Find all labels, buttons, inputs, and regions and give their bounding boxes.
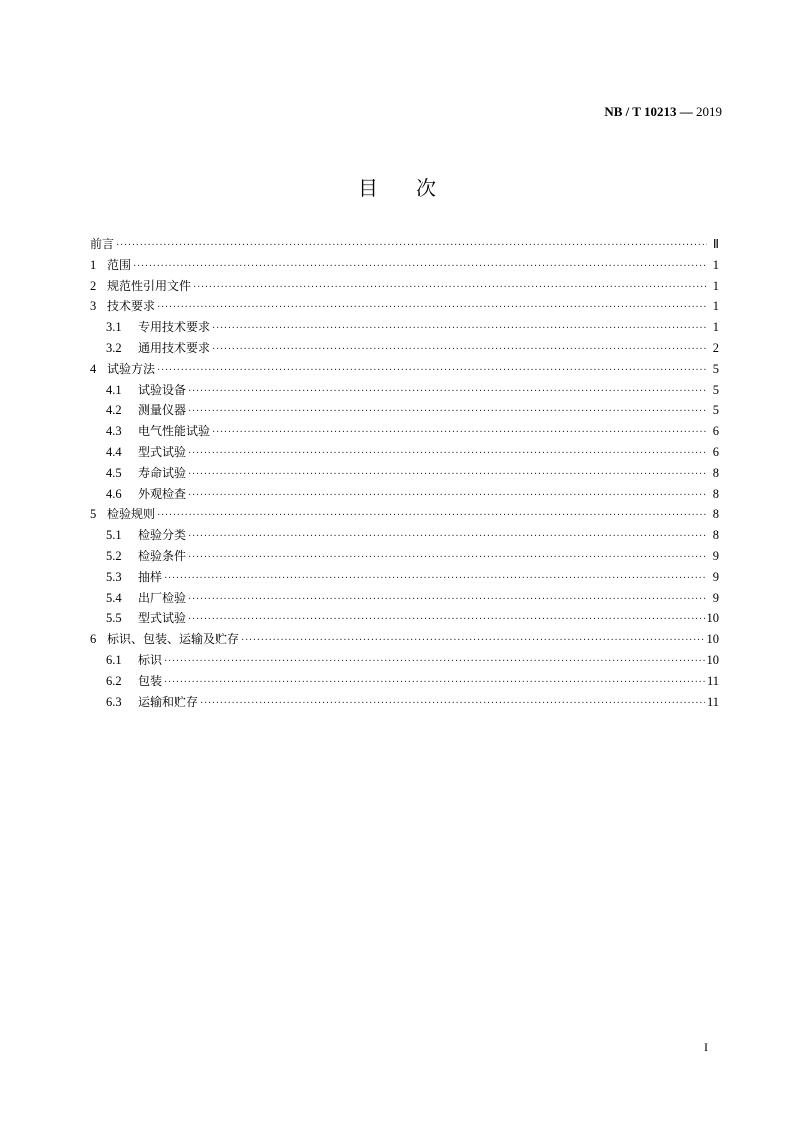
toc-entry[interactable] [90,567,719,588]
toc-entry-number: 5 [90,507,97,522]
toc-entry[interactable] [90,421,719,442]
toc-entry-label: 标识、包装、运输及贮存 [107,632,240,647]
toc-leader-dots [164,673,705,694]
toc-entry-number: 6.1 [106,652,122,667]
toc-entry-page: 6 [712,424,719,439]
table-of-contents [90,234,719,712]
toc-leader-dots [188,382,707,403]
toc-entry-label: 包装 [138,673,163,688]
toc-leader-dots [188,465,707,486]
toc-entry[interactable] [90,234,719,255]
toc-leader-dots [164,569,707,590]
toc-entry-label: 抽样 [138,569,163,584]
toc-entry-page: 10 [706,611,719,626]
toc-entry-label: 检验条件 [138,548,187,563]
toc-entry[interactable] [90,608,719,629]
toc-entry-number: 5.1 [106,528,122,543]
toc-entry-page: 9 [712,590,719,605]
toc-entry-label: 运输和贮存 [138,694,199,709]
toc-entry[interactable] [90,629,719,650]
toc-entry-number: 4 [90,361,97,376]
page-title: 目次 [358,176,474,200]
toc-entry-label: 前言 [90,237,115,251]
toc-entry-label: 检验规则 [107,507,156,522]
standard-dash: — [676,104,696,119]
toc-entry-page: 5 [712,382,719,397]
toc-entry-label: 型式试验 [138,444,187,459]
toc-entry-label: 检验分类 [138,528,187,543]
toc-entry-number: 4.3 [106,424,122,439]
toc-leader-dots [188,590,707,611]
toc-entry-number: 4.4 [106,444,122,459]
toc-leader-dots [188,527,707,548]
standard-code: NB / T 10213 [604,104,677,119]
toc-leader-dots [157,361,707,382]
toc-entry[interactable] [90,484,719,505]
toc-entry-page: 8 [712,465,719,480]
toc-entry-label: 出厂检验 [138,590,187,605]
toc-entry-number: 6 [90,632,97,647]
toc-leader-dots [188,486,707,507]
toc-leader-dots [212,423,707,444]
toc-entry[interactable] [90,525,719,546]
toc-entry-number: 3.2 [106,340,122,355]
toc-entry-label: 试验设备 [138,382,187,397]
toc-leader-dots [212,340,707,361]
toc-entry[interactable] [90,338,719,359]
standard-number [604,104,722,120]
toc-entry-label: 通用技术要求 [138,340,211,355]
toc-entry-page: 1 [712,320,719,335]
toc-entry[interactable] [90,380,719,401]
toc-leader-dots [157,298,707,319]
toc-entry-page: 9 [712,548,719,563]
toc-entry[interactable] [90,276,719,297]
toc-entry-label: 技术要求 [107,299,156,314]
toc-entry-label: 电气性能试验 [138,424,211,439]
toc-leader-dots [188,610,704,631]
toc-entry-page: 1 [712,257,719,272]
toc-entry-number: 3.1 [106,320,122,335]
toc-entry[interactable] [90,504,719,525]
toc-entry-label: 型式试验 [138,611,187,626]
toc-entry-number: 3 [90,299,97,314]
toc-entry-page: 8 [712,528,719,543]
toc-entry-page: 2 [712,340,719,355]
toc-leader-dots [193,278,707,299]
toc-entry-number: 6.2 [106,673,122,688]
toc-entry-page: 8 [712,486,719,501]
toc-entry-page: 9 [712,569,719,584]
toc-entry[interactable] [90,317,719,338]
toc-entry[interactable] [90,442,719,463]
toc-entry-page: 11 [706,694,719,709]
toc-entry[interactable] [90,255,719,276]
toc-entry-label: 标识 [138,652,163,667]
toc-entry-page: 5 [712,403,719,418]
toc-entry[interactable] [90,463,719,484]
toc-leader-dots [188,402,707,423]
toc-entry-number: 4.5 [106,465,122,480]
toc-entry-number: 5.5 [106,611,122,626]
toc-entry-page: 5 [712,361,719,376]
toc-entry-label: 规范性引用文件 [107,278,192,293]
toc-leader-dots [164,652,704,673]
toc-entry[interactable] [90,671,719,692]
standard-year: 2019 [696,104,722,119]
toc-entry-number: 2 [90,278,97,293]
toc-entry[interactable] [90,650,719,671]
toc-entry-label: 范围 [107,257,132,272]
toc-entry-page: 10 [706,632,719,647]
toc-entry[interactable] [90,588,719,609]
toc-entry-number: 4.2 [106,403,122,418]
toc-leader-dots [157,506,707,527]
toc-leader-dots [241,631,704,652]
toc-leader-dots [200,694,705,715]
toc-entry-number: 4.1 [106,382,122,397]
toc-entry-label: 专用技术要求 [138,320,211,335]
toc-entry-number: 6.3 [106,694,122,709]
toc-entry[interactable] [90,692,719,713]
toc-entry-number: 1 [90,257,97,272]
toc-entry-number: 4.6 [106,486,122,501]
toc-entry-page: Ⅱ [712,237,719,251]
toc-entry-page: 8 [712,507,719,522]
toc-entry-label: 外观检查 [138,486,187,501]
toc-leader-dots [188,444,707,465]
toc-entry-number: 5.3 [106,569,122,584]
toc-leader-dots [188,548,707,569]
toc-entry-page: 10 [706,652,719,667]
toc-entry-number: 5.4 [106,590,122,605]
toc-entry-number: 5.2 [106,548,122,563]
toc-entry[interactable] [90,400,719,421]
toc-leader-dots [116,236,707,257]
toc-entry-page: 11 [706,673,719,688]
toc-entry[interactable] [90,546,719,567]
toc-entry[interactable] [90,359,719,380]
footer-page-number: I [704,1040,708,1054]
toc-entry-label: 寿命试验 [138,465,187,480]
toc-entry-page: 1 [712,299,719,314]
toc-leader-dots [133,257,707,278]
toc-entry-page: 6 [712,444,719,459]
toc-entry-label: 测量仪器 [138,403,187,418]
toc-entry-page: 1 [712,278,719,293]
toc-leader-dots [212,319,707,340]
toc-entry-label: 试验方法 [107,361,156,376]
toc-entry[interactable] [90,296,719,317]
